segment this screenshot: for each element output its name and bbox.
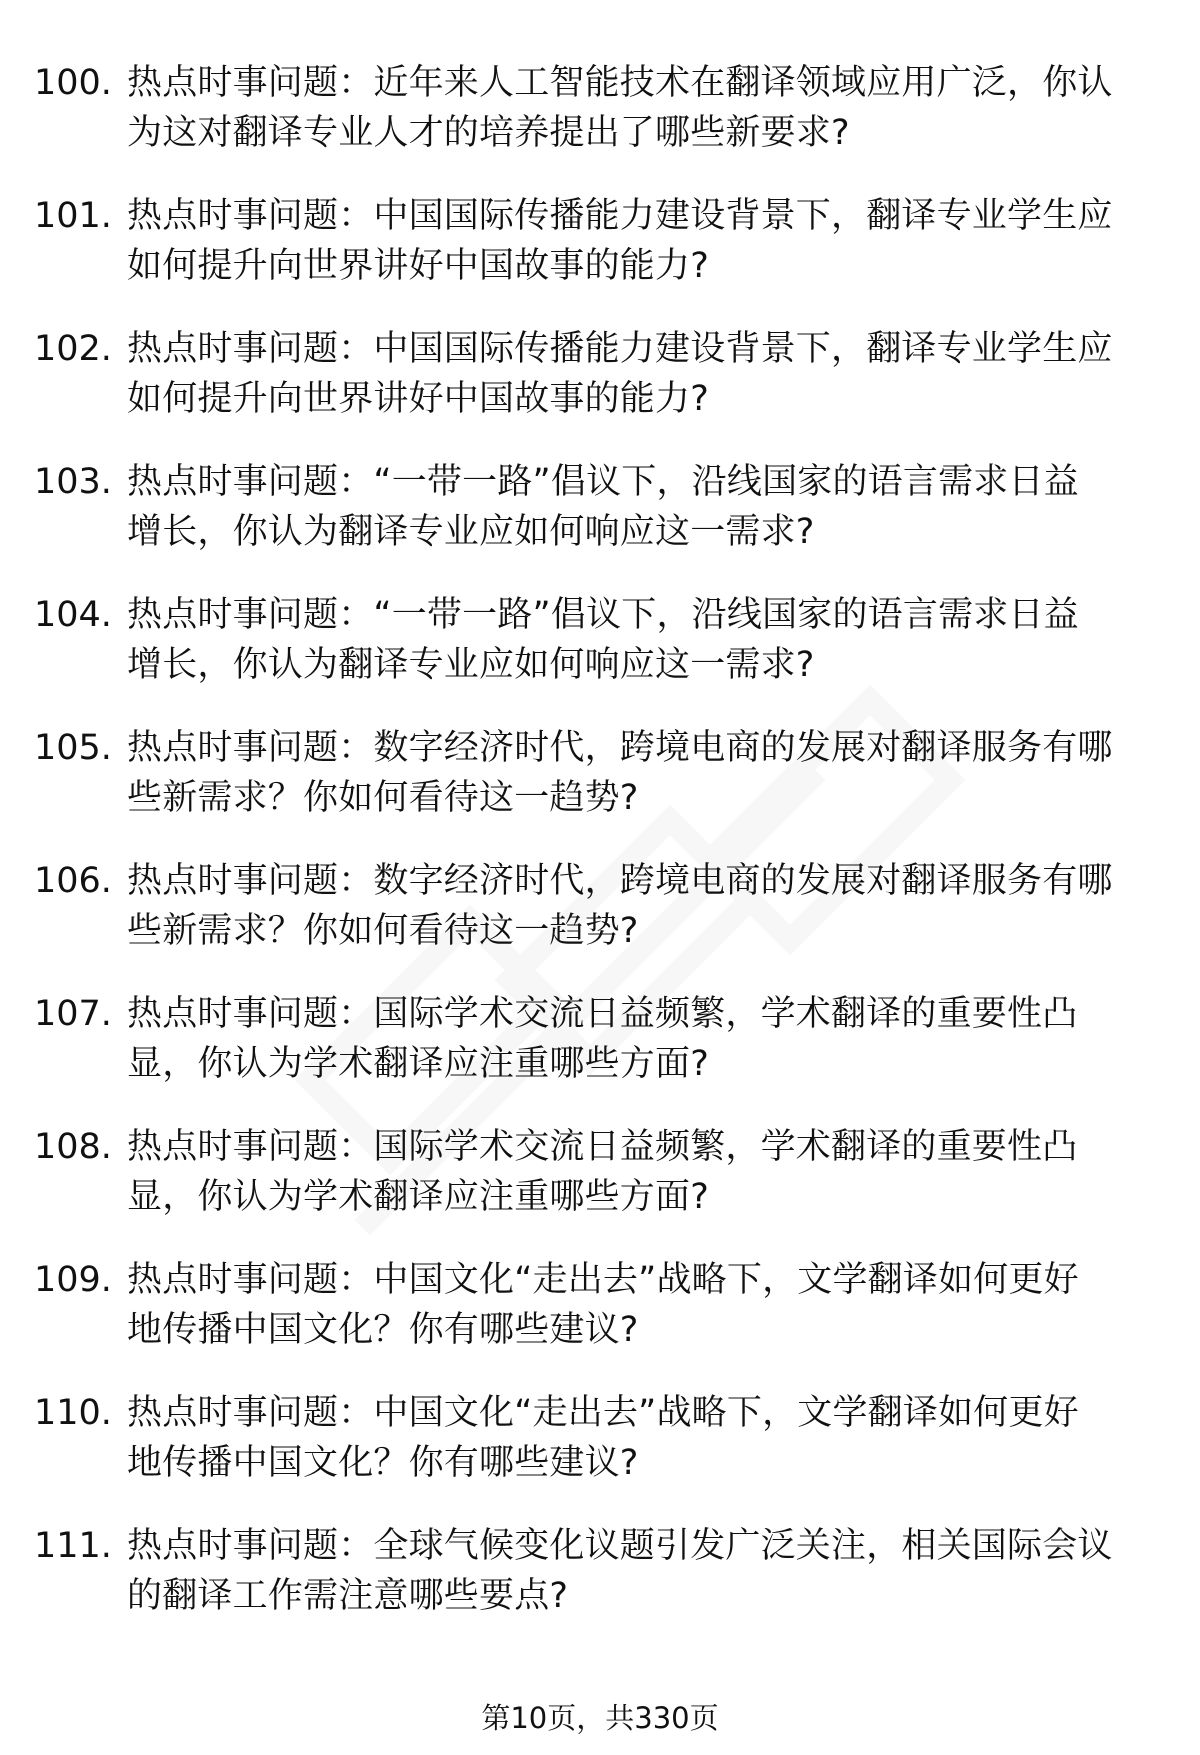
question-text-line: 热点时事问题：中国国际传播能力建设背景下，翻译专业学生应: [127, 196, 1113, 236]
question-text-line: 如何提升向世界讲好中国故事的能力?: [127, 379, 709, 419]
question-number: 111.: [34, 1526, 112, 1566]
question-item: [0, 1521, 1200, 1654]
question-number: 107.: [34, 994, 112, 1034]
question-number: 104.: [34, 595, 112, 635]
question-item: [0, 1388, 1200, 1521]
question-text: [127, 1388, 1147, 1488]
question-item: [0, 1122, 1200, 1255]
question-number: 106.: [34, 861, 112, 901]
question-text-line: 为这对翻译专业人才的培养提出了哪些新要求?: [127, 113, 850, 153]
question-text-line: 增长，你认为翻译专业应如何响应这一需求?: [127, 645, 815, 685]
question-number: 103.: [34, 462, 112, 502]
question-text-line: 的翻译工作需注意哪些要点?: [127, 1576, 569, 1616]
question-text-line: 热点时事问题：数字经济时代，跨境电商的发展对翻译服务有哪: [127, 728, 1113, 768]
question-item: [0, 191, 1200, 324]
question-text-line: 热点时事问题：“一带一路”倡议下，沿线国家的语言需求日益: [127, 595, 1079, 635]
question-number: 100.: [34, 63, 112, 103]
question-number: 105.: [34, 728, 112, 768]
question-text: [127, 1521, 1147, 1621]
question-number: 108.: [34, 1127, 112, 1167]
question-number: 110.: [34, 1393, 112, 1433]
question-item: [0, 723, 1200, 856]
question-list: [0, 58, 1200, 1654]
question-text-line: 增长，你认为翻译专业应如何响应这一需求?: [127, 512, 815, 552]
question-text: [127, 191, 1147, 291]
question-text: [127, 1122, 1147, 1222]
question-item: [0, 590, 1200, 723]
question-item: [0, 1255, 1200, 1388]
question-text-line: 些新需求？你如何看待这一趋势?: [127, 778, 639, 818]
question-text: [127, 856, 1147, 956]
question-text: [127, 58, 1147, 158]
question-text: [127, 723, 1147, 823]
question-text: [127, 457, 1147, 557]
question-text-line: 热点时事问题：国际学术交流日益频繁，学术翻译的重要性凸: [127, 1127, 1078, 1167]
question-text: [127, 989, 1147, 1089]
question-text-line: 热点时事问题：近年来人工智能技术在翻译领域应用广泛，你认: [127, 63, 1113, 103]
question-item: [0, 58, 1200, 191]
question-text-line: 显，你认为学术翻译应注重哪些方面?: [127, 1177, 709, 1217]
page-number-footer: 第10页，共330页: [481, 1701, 719, 1735]
question-text-line: 热点时事问题：“一带一路”倡议下，沿线国家的语言需求日益: [127, 462, 1079, 502]
question-text-line: 热点时事问题：全球气候变化议题引发广泛关注，相关国际会议: [127, 1526, 1113, 1566]
question-number: 109.: [34, 1260, 112, 1300]
question-text-line: 热点时事问题：中国国际传播能力建设背景下，翻译专业学生应: [127, 329, 1113, 369]
question-number: 102.: [34, 329, 112, 369]
question-item: [0, 324, 1200, 457]
question-text-line: 如何提升向世界讲好中国故事的能力?: [127, 246, 709, 286]
question-item: [0, 457, 1200, 590]
question-text-line: 热点时事问题：中国文化“走出去”战略下，文学翻译如何更好: [127, 1260, 1079, 1300]
question-text: [127, 1255, 1147, 1355]
question-text: [127, 590, 1147, 690]
question-text-line: 热点时事问题：国际学术交流日益频繁，学术翻译的重要性凸: [127, 994, 1078, 1034]
question-text-line: 地传播中国文化？你有哪些建议?: [127, 1443, 639, 1483]
question-number: 101.: [34, 196, 112, 236]
question-text: [127, 324, 1147, 424]
question-text-line: 热点时事问题：中国文化“走出去”战略下，文学翻译如何更好: [127, 1393, 1079, 1433]
question-text-line: 些新需求？你如何看待这一趋势?: [127, 911, 639, 951]
question-text-line: 显，你认为学术翻译应注重哪些方面?: [127, 1044, 709, 1084]
question-text-line: 热点时事问题：数字经济时代，跨境电商的发展对翻译服务有哪: [127, 861, 1113, 901]
question-text-line: 地传播中国文化？你有哪些建议?: [127, 1310, 639, 1350]
question-item: [0, 989, 1200, 1122]
question-item: [0, 856, 1200, 989]
